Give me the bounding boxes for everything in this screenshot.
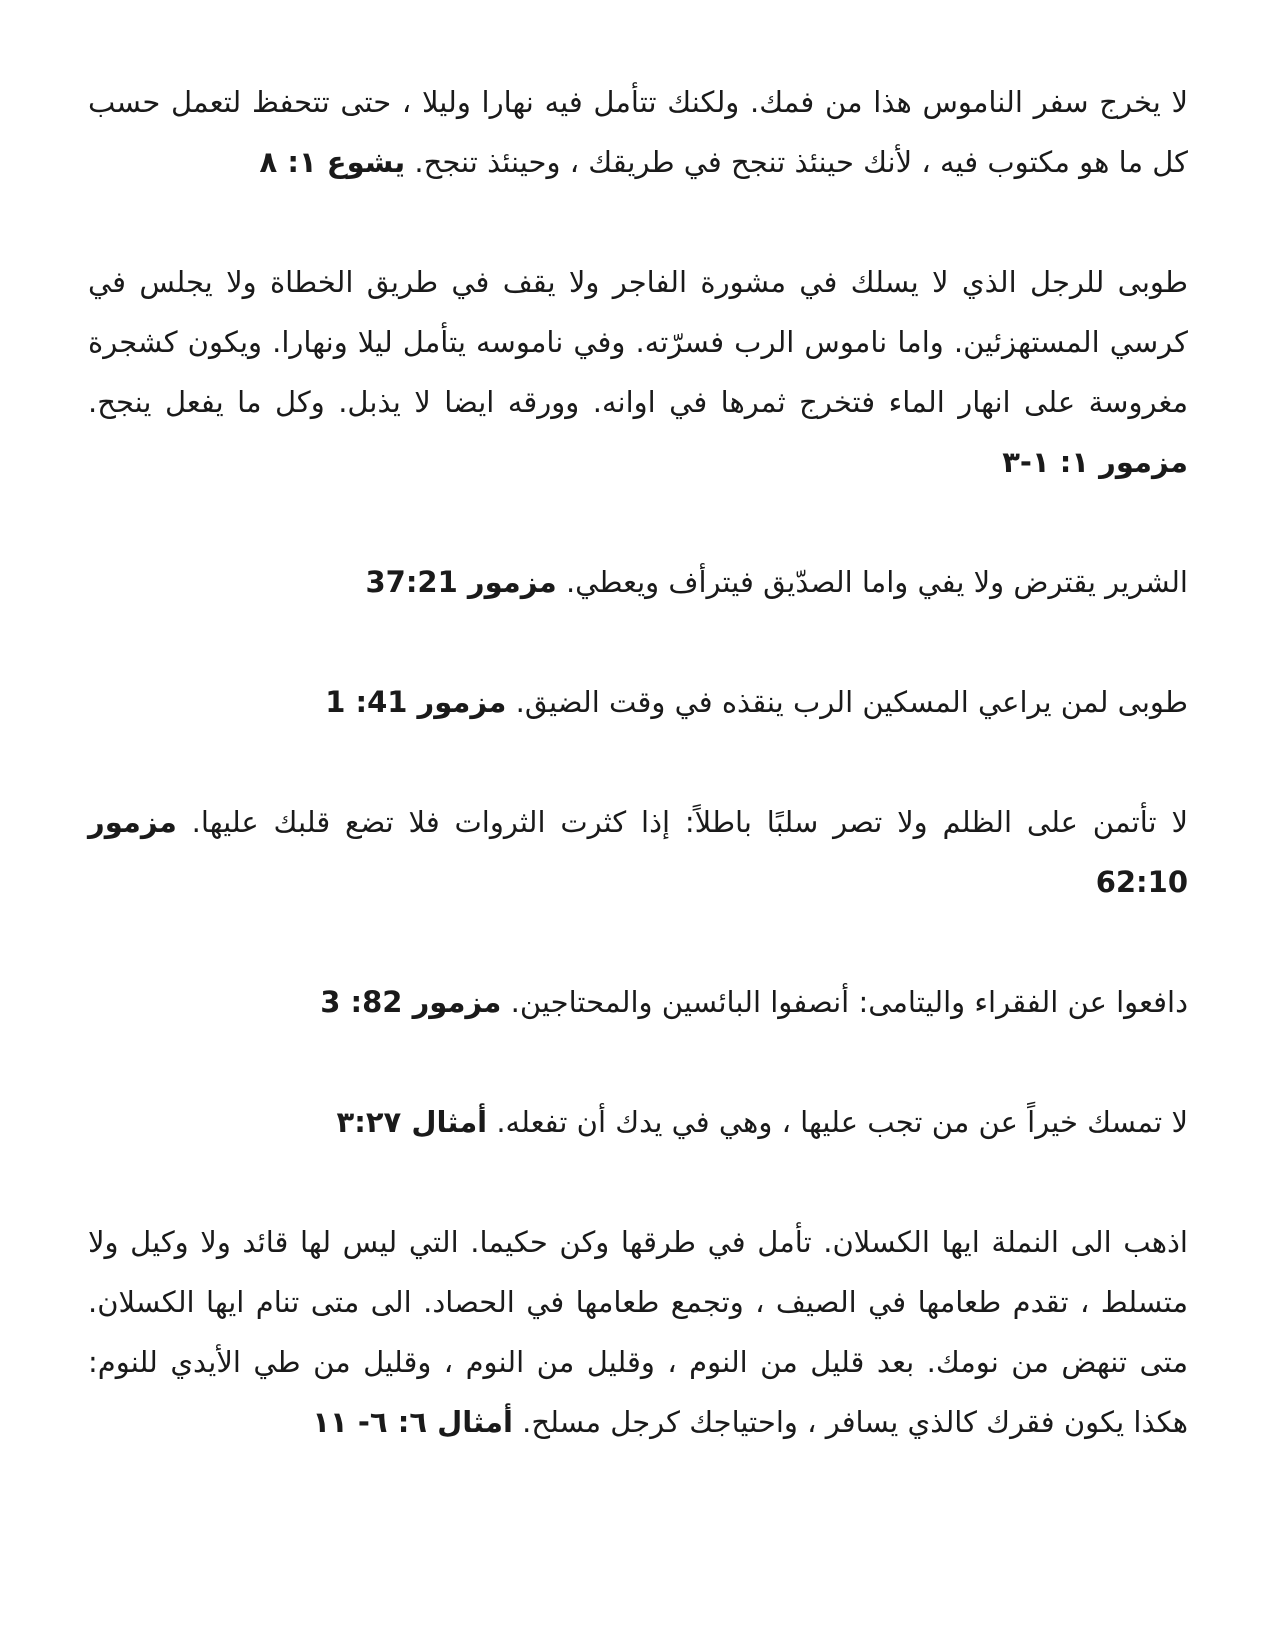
verse-psalm-62-10 xyxy=(88,792,1188,912)
verse-reference: مزمور 62:10 xyxy=(88,805,1188,899)
verse-text: طوبى للرجل الذي لا يسلك في مشورة الفاجر ولا يقف في طريق الخطاة ولا يجلس في كرسي المستهزئين. واما ناموس الرب فسرّته. وفي ناموسه يتأمل ليلا ونهارا. ويكون كشجرة مغروسة على انهار الماء فتخرج ثمرها في اوانه. وورقه ايضا لا يذبل. وكل ما يفعل ينجح. xyxy=(88,265,1188,419)
verse-reference: أمثال ٦: ٦- ١١ xyxy=(312,1405,513,1439)
verse-text: لا تأتمن على الظلم ولا تصر سلبًا باطلاً: إذا كثرت الثروات فلا تضع قلبك عليها. xyxy=(191,805,1188,839)
verse-psalm-82-3 xyxy=(88,972,1188,1032)
verse-reference: مزمور 82: 3 xyxy=(320,985,502,1019)
verse-reference: مزمور ١: ١-٣ xyxy=(1002,445,1188,479)
verse-proverbs-3-27 xyxy=(88,1092,1188,1152)
verse-list xyxy=(88,72,1188,1452)
verse-psalm-37-21 xyxy=(88,552,1188,612)
verse-reference: مزمور 41: 1 xyxy=(325,685,507,719)
verse-reference: يشوع ١: ٨ xyxy=(259,145,406,179)
verse-text: لا يخرج سفر الناموس هذا من فمك. ولكنك تتأمل فيه نهارا وليلا ، حتى تتحفظ لتعمل حسب كل ما هو مكتوب فيه ، لأنك حينئذ تنجح في طريقك ، وحينئذ تنجح. xyxy=(88,85,1188,179)
verse-proverbs-6-6-11 xyxy=(88,1212,1188,1452)
verse-reference: مزمور 37:21 xyxy=(365,565,557,599)
verse-reference: أمثال ٣:٢٧ xyxy=(336,1105,488,1139)
verse-psalm-1-1-3 xyxy=(88,252,1188,492)
verse-text: لا تمسك خيراً عن من تجب عليها ، وهي في يدك أن تفعله. xyxy=(496,1105,1188,1139)
verse-text: دافعوا عن الفقراء واليتامى: أنصفوا البائسين والمحتاجين. xyxy=(510,985,1188,1019)
verse-joshua-1-8 xyxy=(88,72,1188,192)
verse-text: الشرير يقترض ولا يفي واما الصدّيق فيترأف ويعطي. xyxy=(565,565,1188,599)
verse-text: اذهب الى النملة ايها الكسلان. تأمل في طرقها وكن حكيما. التي ليس لها قائد ولا وكيل ولا متسلط ، تقدم طعامها في الصيف ، وتجمع طعامها في الحصاد. الى متى تنام ايها الكسلان. متى تنهض من نومك. بعد قليل من النوم ، وقليل من النوم ، وقليل من طي الأيدي للنوم: هكذا يكون فقرك كالذي يسافر ، واحتياجك كرجل مسلح. xyxy=(88,1225,1188,1439)
verse-text: طوبى لمن يراعي المسكين الرب ينقذه في وقت الضيق. xyxy=(515,685,1188,719)
verse-psalm-41-1 xyxy=(88,672,1188,732)
